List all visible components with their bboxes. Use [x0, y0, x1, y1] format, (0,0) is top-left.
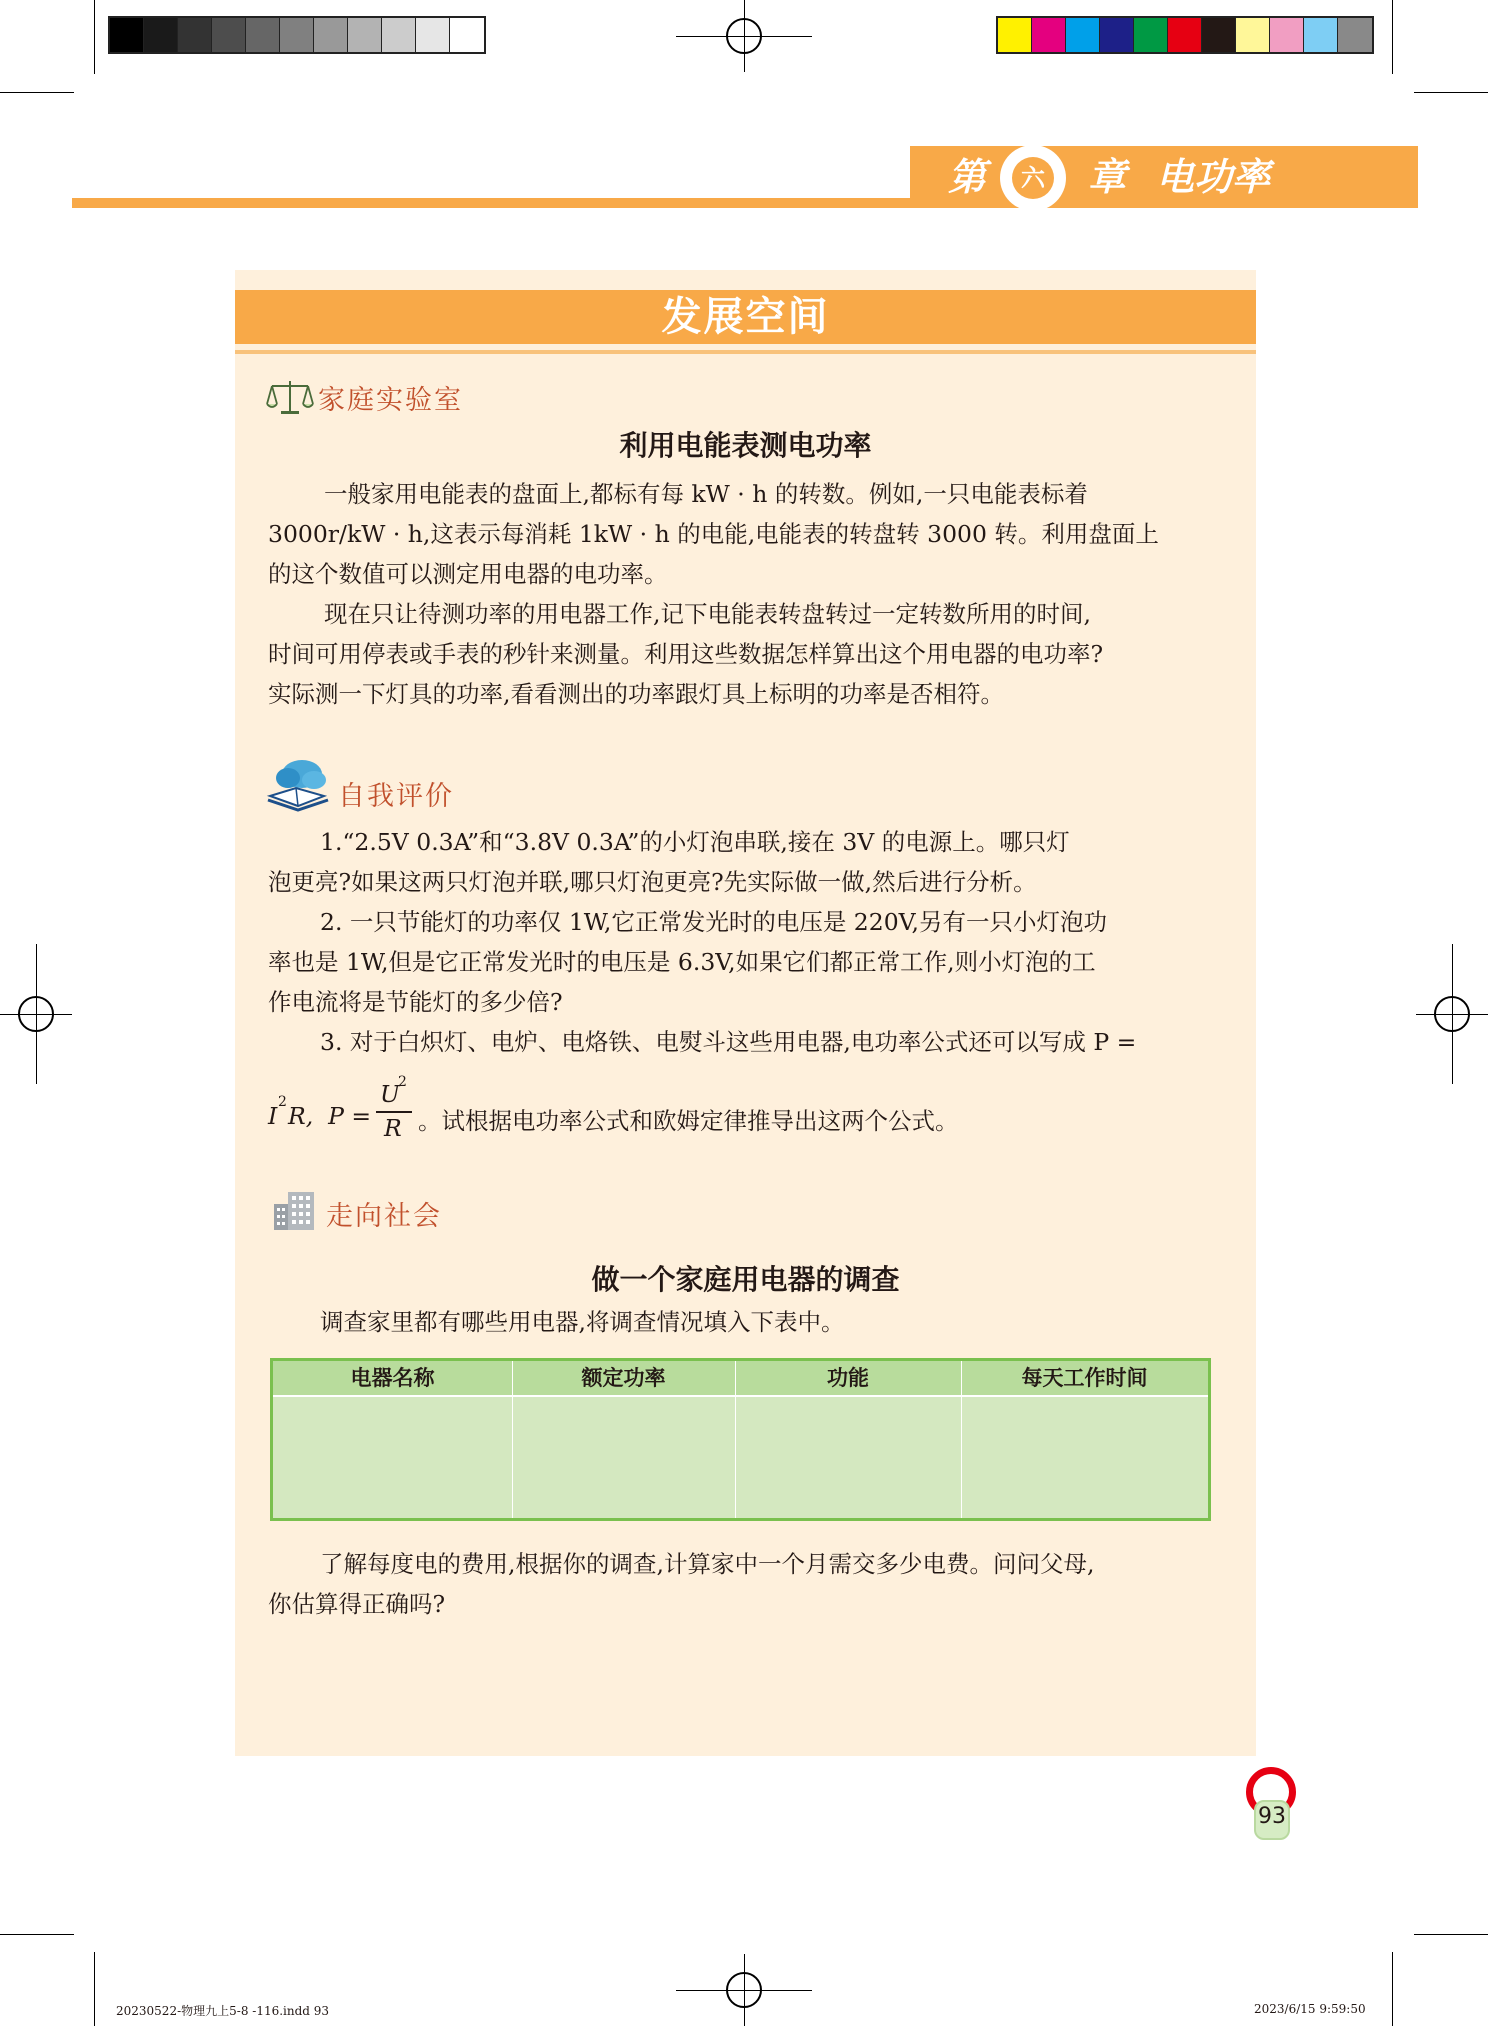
formula-resistance-and-power: R, P =: [288, 1102, 372, 1130]
grayscale-swatch: [110, 18, 144, 52]
text-line: 时间可用停表或手表的秒针来测量。利用这些数据怎样算出这个用电器的电功率?: [268, 640, 1104, 668]
text-line: 率也是 1W,但是它正常发光时的电压是 6.3V,如果它们都正常工作,则小灯泡的工: [268, 948, 1096, 976]
power-formula-line: [268, 1076, 1168, 1146]
color-swatch: [1236, 18, 1270, 52]
fraction-bar: [376, 1111, 412, 1113]
text-line: 3. 对于白炽灯、电炉、电烙铁、电熨斗这些用电器,电功率公式还可以写成 P =: [320, 1028, 1137, 1056]
color-swatch: [1270, 18, 1304, 52]
home-lab-paragraph-1: [268, 474, 1210, 594]
home-lab-label: 家庭实验室: [318, 385, 463, 416]
formula-exponent: 2: [278, 1094, 287, 1110]
formula-instruction: 。试根据电功率公式和欧姆定律推导出这两个公式。: [418, 1107, 959, 1135]
text-line: 一般家用电能表的盘面上,都标有每 kW · h 的转数。例如,一只电能表标着: [324, 480, 1088, 508]
chapter-title: 电功率: [1156, 154, 1271, 199]
text-line: 实际测一下灯具的功率,看看测出的功率跟灯具上标明的功率是否相符。: [268, 680, 1004, 708]
home-lab-title: 利用电能表测电功率: [619, 429, 872, 462]
society-outro: [268, 1544, 1210, 1624]
society-intro: [268, 1302, 1210, 1342]
formula-current: I: [268, 1102, 278, 1130]
chapter-prefix: 第: [948, 154, 987, 199]
building-icon: [272, 1190, 316, 1230]
grayscale-swatch: [280, 18, 314, 52]
color-swatch: [1338, 18, 1372, 52]
print-timestamp: 2023/6/15 9:59:50: [1254, 2002, 1366, 2016]
color-swatch: [1066, 18, 1100, 52]
text-line: 的这个数值可以测定用电器的电功率。: [268, 560, 668, 588]
text-line: 作电流将是节能灯的多少倍?: [268, 988, 563, 1016]
home-lab-paragraph-2: [268, 594, 1210, 714]
formula-numerator: U: [380, 1080, 400, 1108]
grayscale-swatch: [450, 18, 484, 52]
society-label: 走向社会: [326, 1201, 442, 1232]
table-header-daily-hours: 每天工作时间: [1021, 1366, 1148, 1390]
color-swatch: [1032, 18, 1066, 52]
grayscale-swatch: [178, 18, 212, 52]
formula-denominator: R: [384, 1114, 402, 1142]
table-header-function: 功能: [827, 1366, 869, 1390]
text-line: 调查家里都有哪些用电器,将调查情况填入下表中。: [320, 1308, 845, 1336]
chapter-suffix: 章: [1088, 154, 1127, 199]
grayscale-swatch: [314, 18, 348, 52]
grayscale-swatch: [144, 18, 178, 52]
self-eval-question-3: [268, 1022, 1210, 1062]
balance-scale-icon: [266, 378, 314, 416]
grayscale-swatch: [382, 18, 416, 52]
grayscale-swatch: [416, 18, 450, 52]
color-swatch: [998, 18, 1032, 52]
grayscale-calibration-bar: [108, 16, 486, 54]
appliance-survey-table: [270, 1358, 1211, 1521]
formula-numerator-exponent: 2: [398, 1074, 407, 1090]
grayscale-swatch: [348, 18, 382, 52]
text-line: 泡更亮?如果这两只灯泡并联,哪只灯泡更亮?先实际做一做,然后进行分析。: [268, 868, 1037, 896]
text-line: 了解每度电的费用,根据你的调查,计算家中一个月需交多少电费。问问父母,: [320, 1550, 1095, 1578]
table-header-rated-power: 额定功率: [581, 1366, 666, 1390]
self-eval-question-1: [268, 822, 1210, 902]
color-swatch: [1168, 18, 1202, 52]
self-eval-label: 自我评价: [338, 781, 454, 812]
text-line: 现在只让待测功率的用电器工作,记下电能表转盘转过一定转数所用的时间,: [324, 600, 1091, 628]
color-swatch: [1304, 18, 1338, 52]
table-header-appliance-name: 电器名称: [350, 1366, 435, 1390]
text-line: 1.“2.5V 0.3A”和“3.8V 0.3A”的小灯泡串联,接在 3V 的电源上。哪只灯: [320, 828, 1070, 856]
open-book-icon: [266, 756, 330, 814]
self-eval-question-2: [268, 902, 1210, 1022]
page-number: 93: [1258, 1804, 1286, 1829]
print-file-info: 20230522-物理九上5-8 -116.indd 93: [116, 2004, 330, 2018]
grayscale-swatch: [212, 18, 246, 52]
color-swatch: [1134, 18, 1168, 52]
chapter-number: 六: [1012, 157, 1054, 199]
chapter-header-rule: [72, 198, 912, 208]
section-title: 发展空间: [661, 294, 830, 340]
table-header-divider: [273, 1395, 1208, 1397]
panel-header-rule: [235, 350, 1256, 354]
text-line: 2. 一只节能灯的功率仅 1W,它正常发光时的电压是 220V,另有一只小灯泡功: [320, 908, 1107, 936]
society-title: 做一个家庭用电器的调查: [591, 1263, 900, 1296]
color-swatch: [1100, 18, 1134, 52]
color-swatch: [1202, 18, 1236, 52]
grayscale-swatch: [246, 18, 280, 52]
color-calibration-bar: [996, 16, 1374, 54]
text-line: 3000r/kW · h,这表示每消耗 1kW · h 的电能,电能表的转盘转 3000 转。利用盘面上: [268, 520, 1159, 548]
text-line: 你估算得正确吗?: [268, 1590, 446, 1618]
